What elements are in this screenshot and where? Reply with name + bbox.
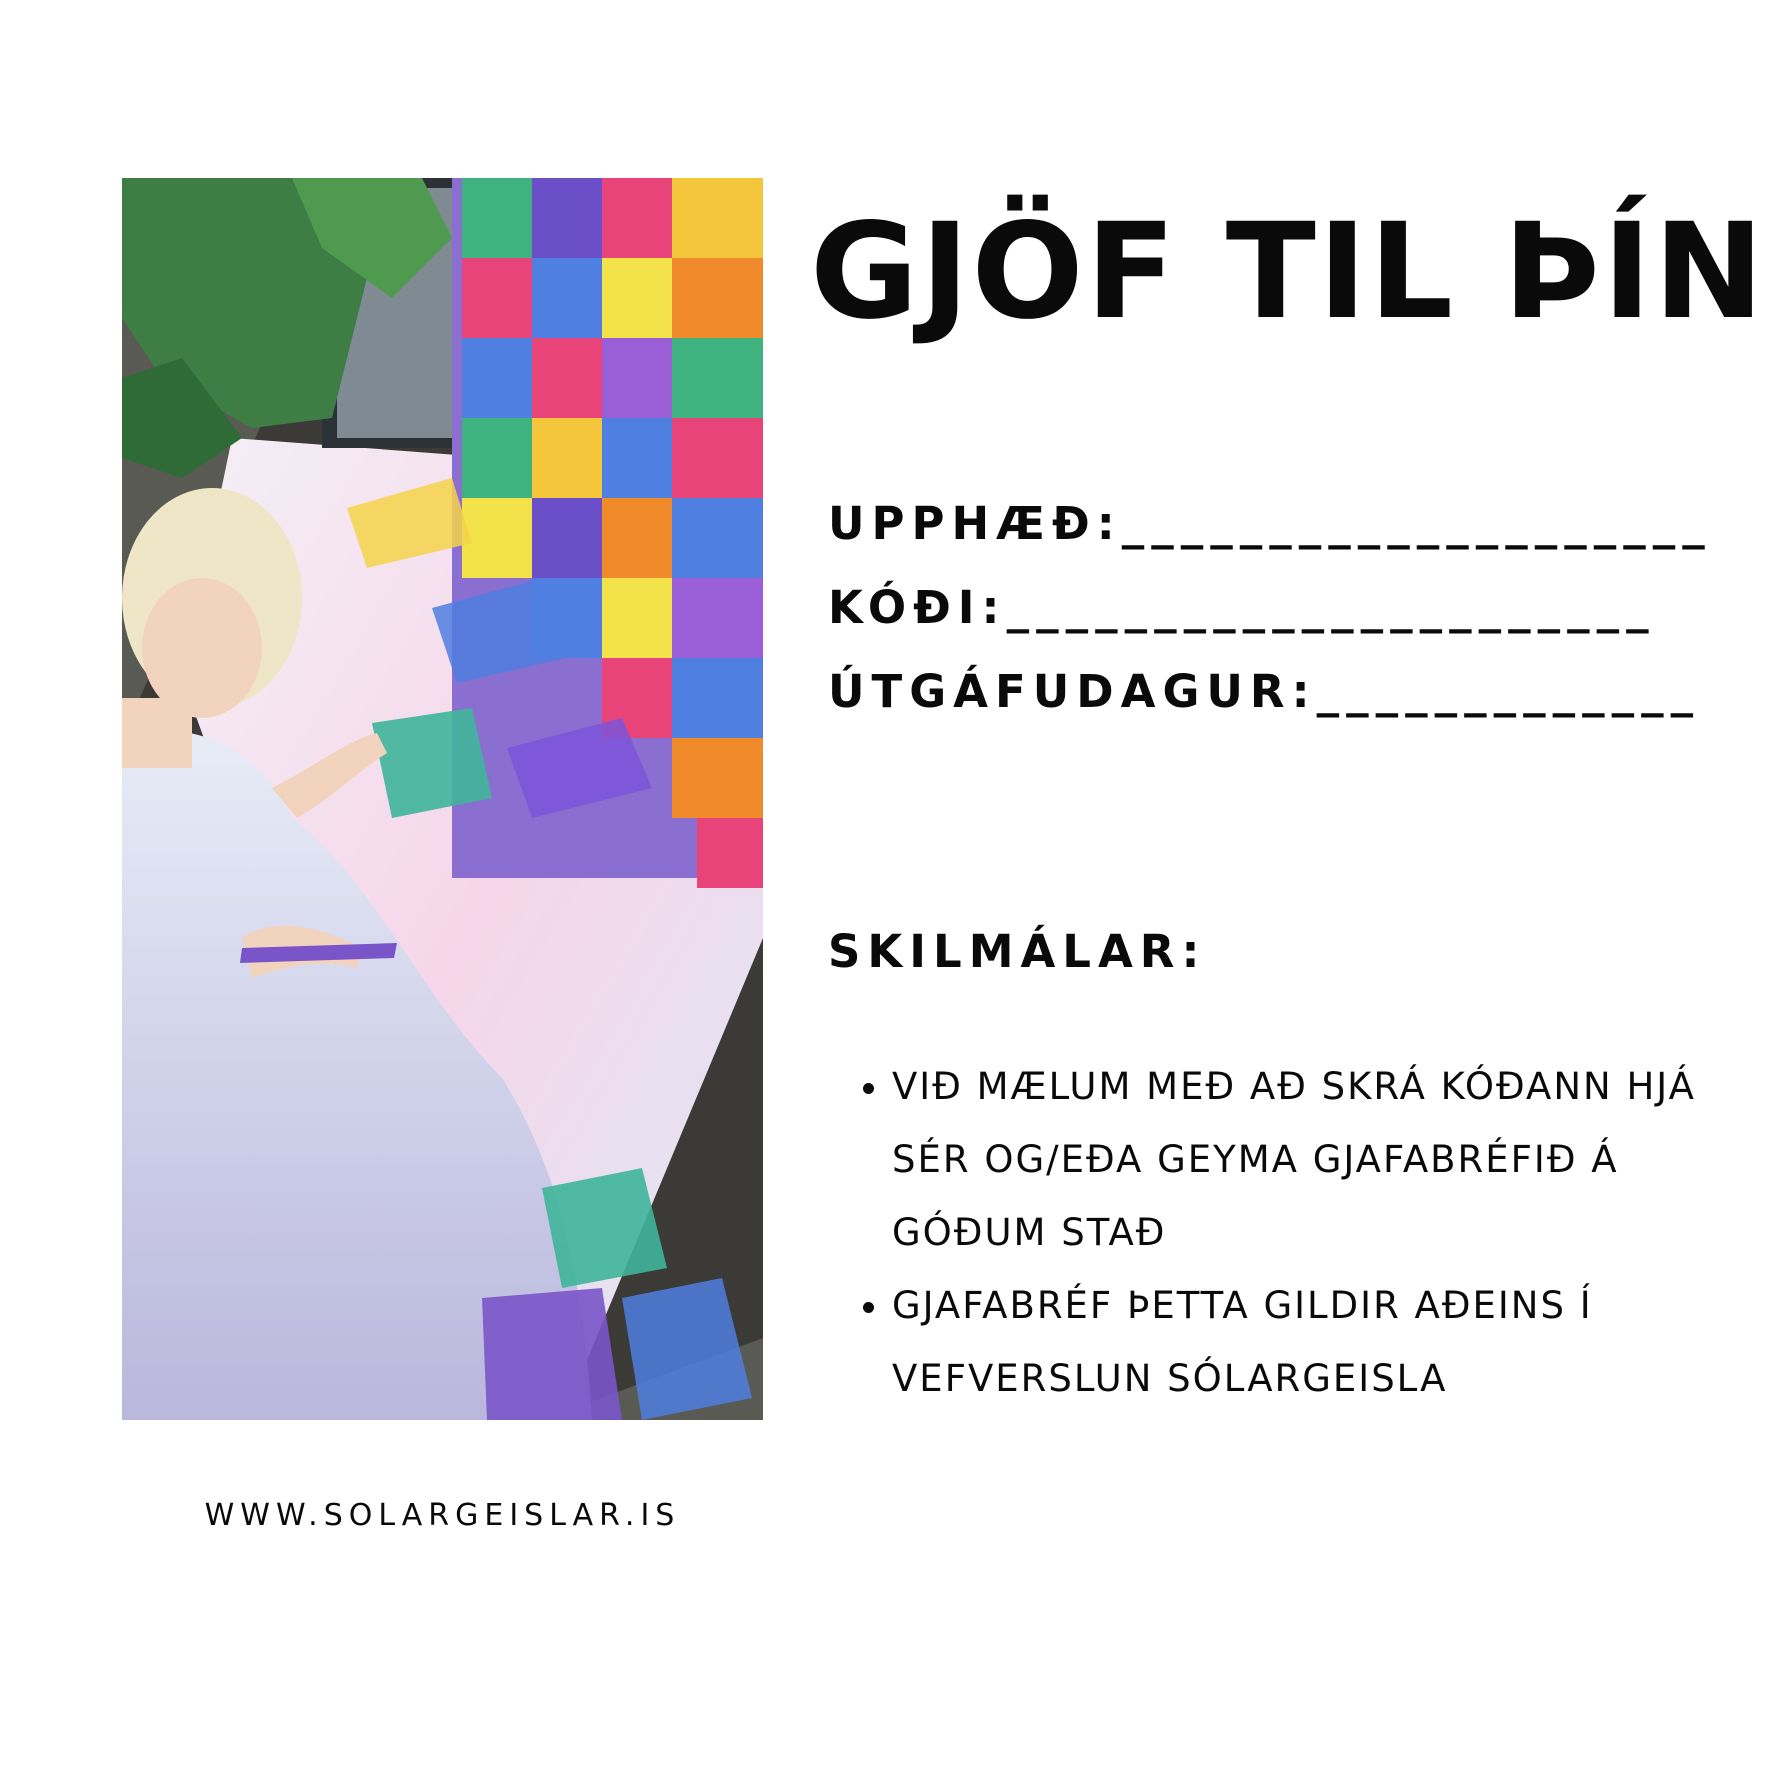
terms-item: • VIÐ MÆLUM MEÐ AÐ SKRÁ KÓÐANN HJÁ SÉR OG/EÐA GEYMA GJAFABRÉFIÐ Á GÓÐUM STAÐ <box>892 1050 1772 1269</box>
voucher-fields <box>828 482 1728 734</box>
website-url: WWW.SOLARGEISLAR.IS <box>204 1498 681 1533</box>
code-label: KÓÐI: <box>828 581 1007 634</box>
amount-label: UPPHÆÐ: <box>828 497 1122 550</box>
code-line: ______________________ <box>1006 581 1656 634</box>
issue-date-field[interactable] <box>828 650 1728 734</box>
gift-title: GJÖF TIL ÞÍN <box>810 195 1766 349</box>
photo-illustration <box>122 178 763 1420</box>
terms-item: • GJAFABRÉF ÞETTA GILDIR AÐEINS Í VEFVERSLUN SÓLARGEISLA <box>892 1269 1772 1415</box>
gift-card-photo <box>122 178 763 1420</box>
issue-date-line: _____________ <box>1316 665 1701 718</box>
amount-line: ____________________ <box>1121 497 1712 550</box>
terms-list <box>848 1050 1772 1415</box>
amount-field[interactable] <box>828 482 1728 566</box>
issue-date-label: ÚTGÁFUDAGUR: <box>828 665 1317 718</box>
code-field[interactable] <box>828 566 1728 650</box>
terms-heading: SKILMÁLAR: <box>828 925 1207 978</box>
